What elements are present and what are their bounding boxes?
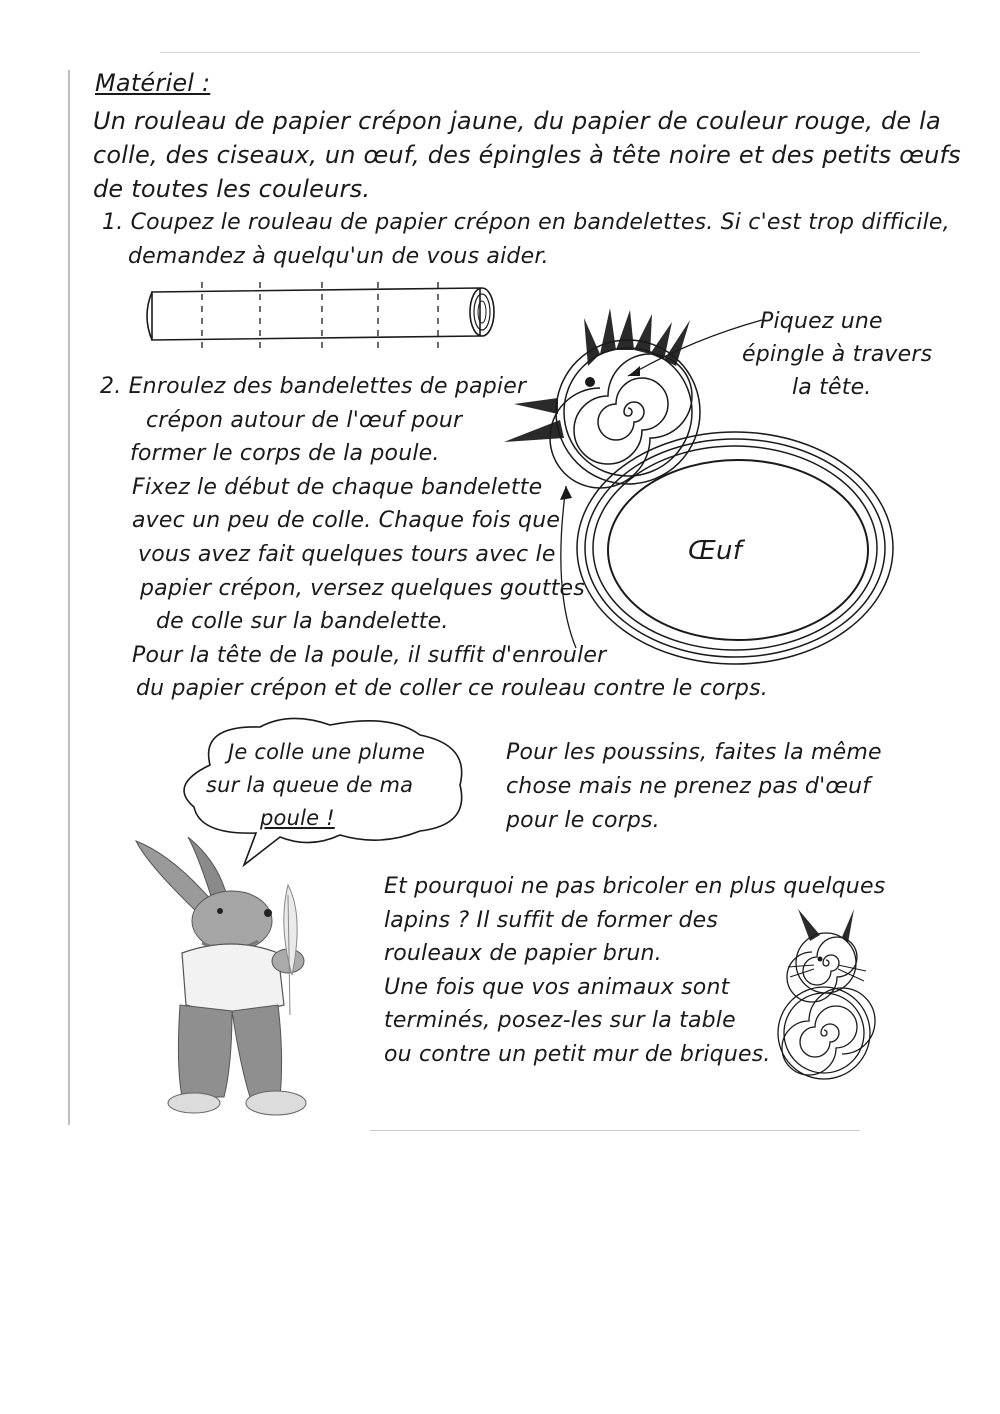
step2-line: avec un peu de colle. Chaque fois que xyxy=(132,508,561,534)
materiel-text xyxy=(93,104,961,206)
step2-line: former le corps de la poule. xyxy=(130,441,440,467)
spiral-rabbit-illustration xyxy=(768,905,888,1085)
pin-note-line: la tête. xyxy=(792,375,872,400)
pin-note-line: épingle à travers xyxy=(742,342,933,367)
step2-line: du papier crépon et de coller ce rouleau contre le corps. xyxy=(136,676,768,702)
step1-line: demandez à quelqu'un de vous aider. xyxy=(128,244,549,269)
rabbits-line: lapins ? Il suffit de former des xyxy=(384,907,719,933)
step2-text xyxy=(100,370,768,706)
scan-border-bottom xyxy=(370,1130,860,1131)
step2-line: crépon autour de l'œuf pour xyxy=(146,407,463,433)
speech-bubble-text xyxy=(206,736,425,835)
paper-roll-illustration xyxy=(140,282,500,352)
speech-line: Je colle une plume xyxy=(228,740,426,764)
rabbit-illustration xyxy=(128,835,328,1125)
rabbits-line: terminés, posez-les sur la table xyxy=(384,1008,736,1034)
step1-line: 1. Coupez le rouleau de papier crépon en bandelettes. Si c'est trop difficile, xyxy=(102,210,950,235)
step2-line: Fixez le début de chaque bandelette xyxy=(132,474,543,500)
materiel-line: colle, des ciseaux, un œuf, des épingles à tête noire et des petits œufs xyxy=(93,141,961,169)
pin-note-line: Piquez une xyxy=(760,309,883,334)
scan-border-left xyxy=(68,70,70,1125)
materiel-line: Un rouleau de papier crépon jaune, du papier de couleur rouge, de la xyxy=(93,107,941,135)
scan-border-top xyxy=(160,52,920,53)
materiel-heading: Matériel : xyxy=(95,69,211,97)
step2-line: papier crépon, versez quelques gouttes xyxy=(140,575,585,601)
chicks-text xyxy=(506,736,882,838)
rabbits-line: ou contre un petit mur de briques. xyxy=(384,1041,771,1067)
step2-line: Pour la tête de la poule, il suffit d'enrouler xyxy=(132,642,607,668)
chicks-line: pour le corps. xyxy=(506,808,660,833)
rabbits-line: Et pourquoi ne pas bricoler en plus quelques xyxy=(384,874,886,899)
step2-line: 2. Enroulez des bandelettes de papier xyxy=(100,374,527,399)
chicks-line: Pour les poussins, faites la même xyxy=(506,740,882,765)
rabbits-line: rouleaux de papier brun. xyxy=(384,941,662,967)
step2-line: vous avez fait quelques tours avec le xyxy=(138,541,556,567)
speech-line: sur la queue de ma xyxy=(206,773,414,797)
egg-label: Œuf xyxy=(688,536,743,566)
speech-line: poule ! xyxy=(260,806,335,830)
step2-line: de colle sur la bandelette. xyxy=(156,609,449,635)
rabbits-line: Une fois que vos animaux sont xyxy=(384,974,730,1000)
materiel-line: de toutes les couleurs. xyxy=(93,175,371,203)
step1-text xyxy=(102,206,950,274)
chicks-line: chose mais ne prenez pas d'œuf xyxy=(506,774,871,799)
